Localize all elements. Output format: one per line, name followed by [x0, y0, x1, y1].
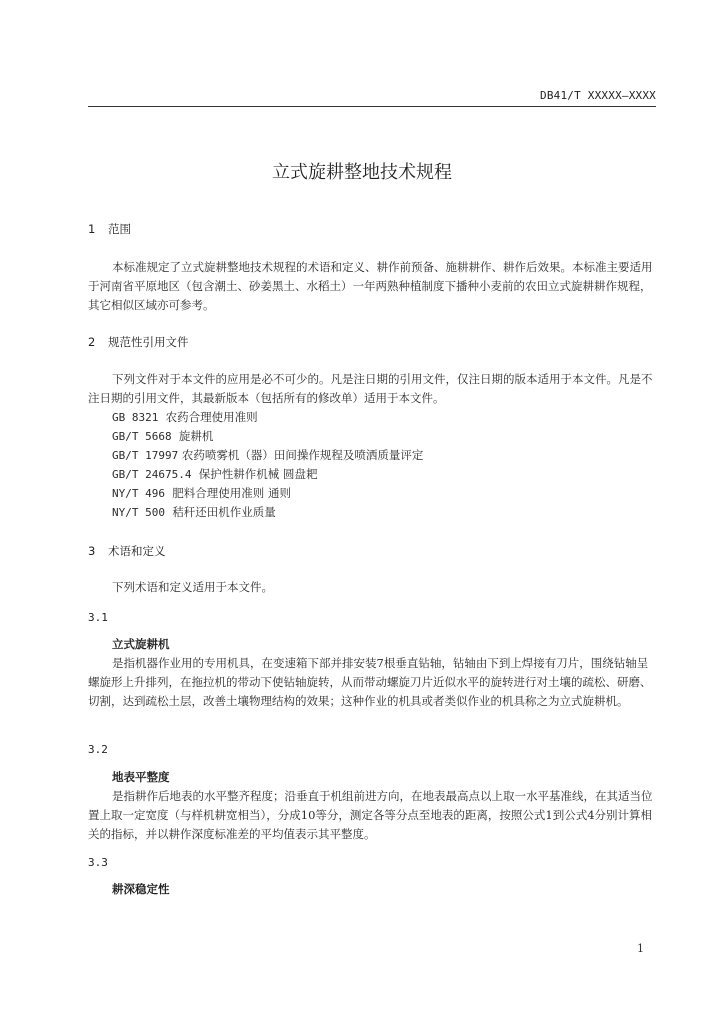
reference-code: GB/T 24675.4 [112, 468, 192, 481]
section-2-title: 规范性引用文件 [108, 335, 189, 349]
standard-code: DB41/T XXXXX—XXXX [540, 89, 656, 102]
header-divider [88, 106, 656, 107]
reference-item [112, 465, 423, 484]
page-number: 1 [637, 942, 644, 955]
reference-title: 肥料合理使用准则 通则 [172, 486, 291, 500]
reference-title: 秸秆还田机作业质量 [172, 505, 276, 519]
section-1-title: 范围 [108, 222, 131, 236]
term-3-3-number: 3.3 [88, 856, 108, 869]
term-3-1-text: 是指机器作业用的专用机具，在变速箱下部并排安装7根垂直钻轴，钻轴由下到上焊接有刀片，围绕钻轴呈螺旋形上升排列，在拖拉机的带动下使钻轴旋转，从而带动螺旋刀片近似水平的旋转进行对土壤的疏松、研磨、切割，达到疏松土层，改善土壤物理结构的效果；这种作业的机具或者类似作业的机具称之为立式旋耕机。 [88, 656, 652, 708]
reference-title: 保护性耕作机械 圆盘耙 [198, 467, 318, 481]
section-3-heading [88, 543, 166, 559]
section-2-text: 下列文件对于本文件的应用是必不可少的。凡是注日期的引用文件，仅注日期的版本适用于本文件。凡是不注日期的引用文件，其最新版本（包括所有的修改单）适用于本文件。 [88, 372, 653, 405]
section-3-text: 下列术语和定义适用于本文件。 [112, 580, 273, 594]
term-3-1-definition [88, 654, 658, 711]
term-3-2-text: 是指耕作后地表的水平整齐程度；沿垂直于机组前进方向，在地表最高点以上取一水平基准线，在其适当位置上取一定宽度（与样机耕宽相当），分成10等分，测定各等分点至地表的距离，按照公式1到公式4分别计算相关的指标，并以耕作深度标准差的平均值表示其平整度。 [88, 789, 653, 841]
section-1-number: 1 [88, 222, 96, 236]
reference-code: GB/T 17997 [112, 449, 179, 462]
reference-code: NY/T 496 [112, 487, 165, 500]
reference-item [112, 408, 423, 427]
term-3-1-number: 3.1 [88, 611, 108, 624]
section-3-number: 3 [88, 544, 96, 558]
section-1-text: 本标准规定了立式旋耕整地技术规程的术语和定义、耕作前预备、施耕耕作、耕作后效果。本标准主要适用于河南省平原地区（包含潮土、砂姜黑土、水稻土）一年两熟种植制度下播种小麦前的农田立式旋耕耕作规程，其它相似区域亦可参考。 [88, 260, 653, 312]
reference-item [112, 446, 423, 465]
reference-title: 旋耕机 [178, 429, 214, 443]
reference-title: 农药喷雾机（器）田间操作规程及喷洒质量评定 [181, 448, 424, 462]
reference-code: GB 8321 [112, 411, 159, 424]
reference-item [112, 427, 423, 446]
document-title: 立式旋耕整地技术规程 [272, 162, 452, 183]
section-3-title: 术语和定义 [108, 544, 166, 558]
reference-item [112, 484, 423, 503]
section-2-number: 2 [88, 335, 96, 349]
term-3-2-definition [88, 787, 658, 844]
section-3-paragraph [88, 578, 658, 597]
section-1-paragraph [88, 258, 658, 315]
reference-item [112, 503, 423, 522]
term-3-2-name: 地表平整度 [112, 770, 170, 784]
section-2-heading [88, 334, 189, 350]
reference-code: NY/T 500 [112, 506, 165, 519]
term-3-2-number: 3.2 [88, 743, 108, 756]
section-1-heading [88, 221, 131, 237]
normative-references-list [112, 408, 423, 522]
section-2-paragraph [88, 370, 658, 408]
term-3-3-name: 耕深稳定性 [112, 882, 170, 896]
term-3-1-name: 立式旋耕机 [112, 637, 170, 651]
reference-title: 农药合理使用准则 [165, 410, 258, 424]
reference-code: GB/T 5668 [112, 430, 172, 443]
